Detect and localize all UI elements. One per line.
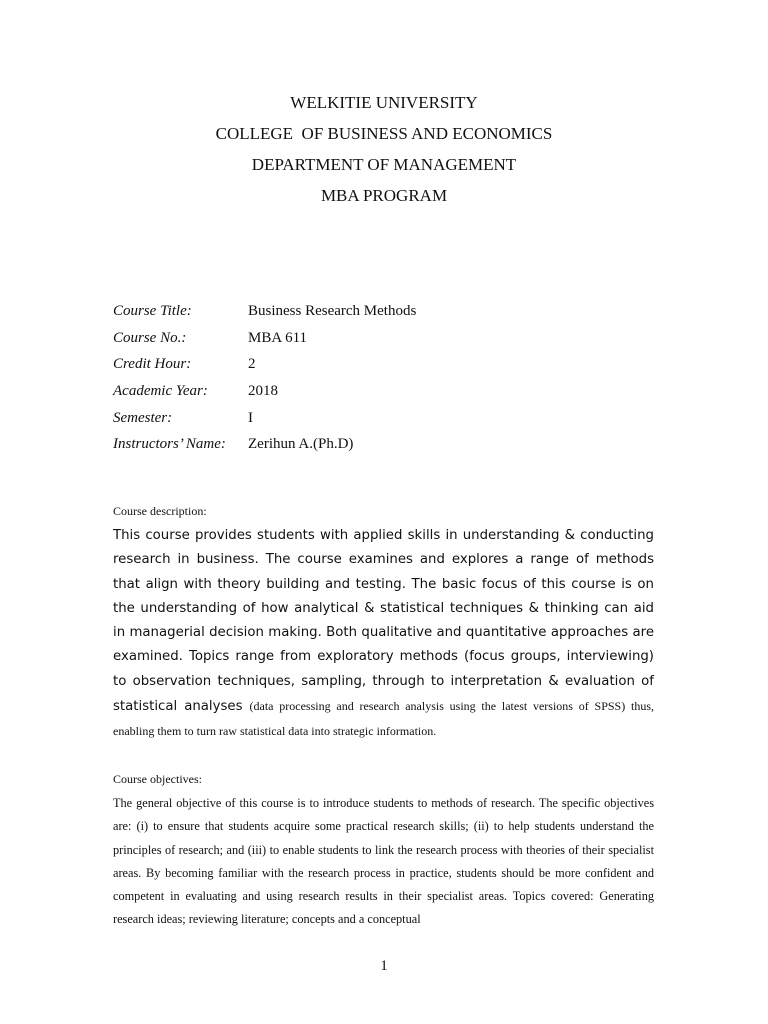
course-info-row	[113, 380, 613, 407]
academic-year-value: 2018	[248, 383, 278, 400]
page-number: 1	[380, 958, 388, 974]
college-name: COLLEGE OF BUSINESS AND ECONOMICS	[215, 124, 553, 143]
course-description-text: This course provides students with applied skills in understanding & conducting research in business. The course examines and explores a range of methods that align with theory building and testing. The basic focus of this course is on the understanding of how analytical & statistical techniques & thinking can aid in managerial decision making. Both qualitative and quantitative approaches are examined. Topics range from exploratory methods (focus groups, interviewing) to observation techniques, sampling, through to interpretation & evaluation of statistical analyses	[113, 528, 654, 715]
course-info-row	[113, 433, 613, 460]
course-title-value: Business Research Methods	[248, 303, 417, 319]
course-description-heading: Course description:	[113, 504, 207, 518]
course-info-table	[113, 300, 613, 460]
credit-hour-value: 2	[248, 356, 256, 373]
course-description-paragraph	[113, 524, 654, 745]
semester-label: Semester:	[113, 409, 173, 426]
course-objectives-paragraph: The general objective of this course is to introduce students to methods of research. The specific objectives are: (i) to ensure that students acquire some practical research skills; (ii) to help students understand the principles of research; and (iii) to enable students to link the research process with theories of their specialist areas. By becoming familiar with the research process in practice, students should be more confident and competent in evaluating and using research results in their specialist areas. Topics covered: Generating research ideas; reviewing literature; concepts and a conceptual	[113, 796, 654, 927]
course-info-row	[113, 353, 613, 380]
course-number-value: MBA 611	[248, 329, 308, 346]
course-number-label: Course No.:	[113, 329, 187, 346]
instructor-name-value: Zerihun A.(Ph.D)	[248, 436, 354, 453]
course-description-tail: (data processing and research analysis using the latest versions of SPSS) thus, enabling them to turn raw statistical data into strategic information.	[113, 699, 654, 739]
university-name: WELKITIE UNIVERSITY	[290, 93, 478, 112]
course-title-label: Course Title:	[113, 303, 192, 319]
department-name: DEPARTMENT OF MANAGEMENT	[251, 155, 517, 174]
course-info-row	[113, 327, 613, 354]
course-objectives-heading: Course objectives:	[113, 772, 202, 786]
credit-hour-label: Credit Hour:	[113, 356, 192, 373]
program-name: MBA PROGRAM	[320, 186, 448, 205]
course-info-row	[113, 407, 613, 434]
instructor-name-label: Instructors’ Name:	[113, 436, 226, 453]
document-header	[0, 90, 768, 214]
semester-value: I	[248, 409, 253, 426]
academic-year-label: Academic Year:	[113, 383, 208, 400]
course-info-row	[113, 300, 613, 327]
